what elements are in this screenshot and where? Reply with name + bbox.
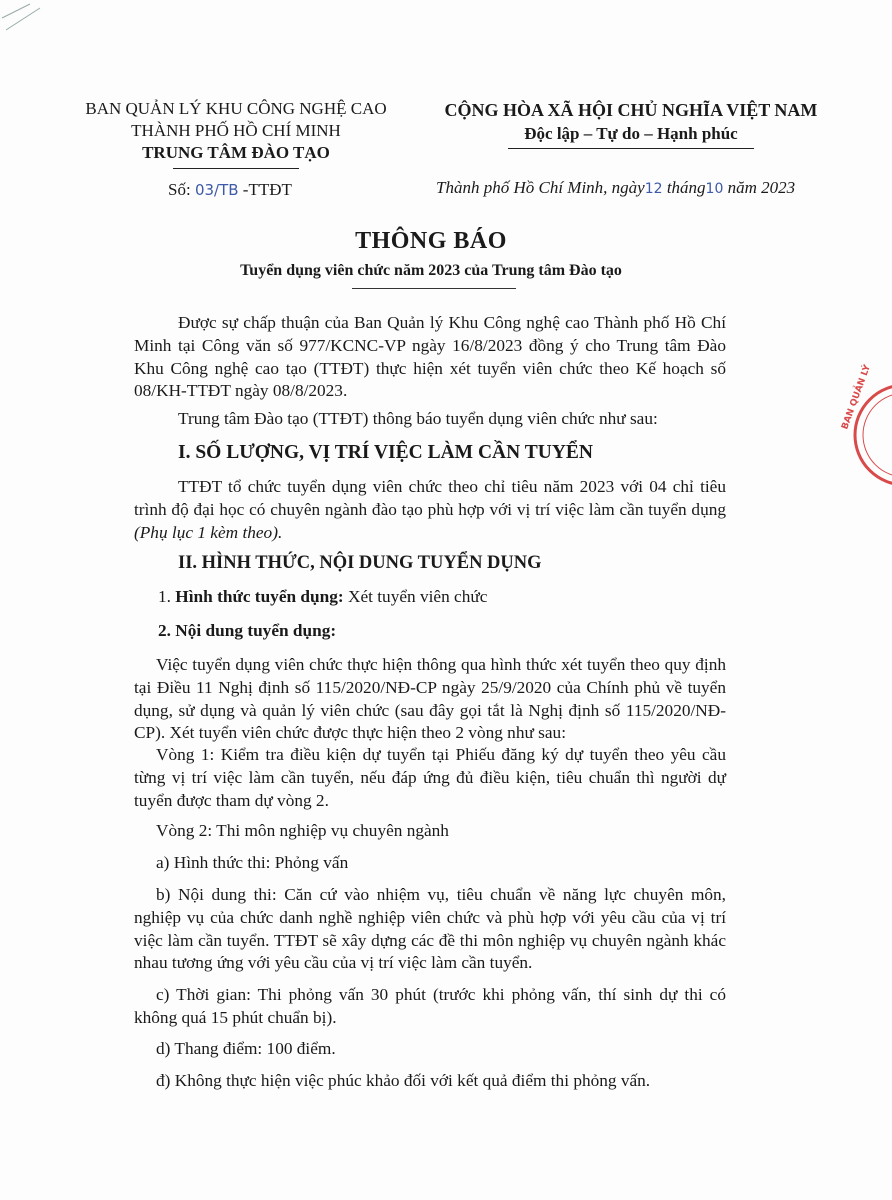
org-line-3: TRUNG TÂM ĐÀO TẠO <box>142 143 330 162</box>
number-prefix: Số: <box>168 180 191 199</box>
republic-name: CỘNG HÒA XÃ HỘI CHỦ NGHĨA VIỆT NAM <box>444 100 818 120</box>
item-1-number: 1. <box>158 587 171 606</box>
item-1-value: Xét tuyển viên chức <box>347 587 488 606</box>
no-review-note: đ) Không thực hiện việc phúc khảo đối với kết quả điểm thi phỏng vấn. <box>156 1071 651 1090</box>
red-stamp-fragment <box>832 363 892 490</box>
round-1-paragraph: Vòng 1: Kiểm tra điều kiện dự tuyển tại Phiếu đăng ký dự tuyển theo yêu cầu từng vị trí việc làm cần tuyển, nếu đáp ứng đủ điều kiện, tiêu chuẩn thì người dự tuyển được tham dự vòng 2. <box>134 745 726 810</box>
exam-content: b) Nội dung thi: Căn cứ vào nhiệm vụ, tiêu chuẩn về năng lực chuyên môn, nghiệp vụ của chức danh nghề nghiệp viên chức và phù hợp với yêu cầu của vị trí việc làm cần tuyển. TTĐT sẽ xây dựng các đề thi môn nghiệp vụ chuyên ngành khác nhau tương ứng với yêu cầu của vị trí việc làm cần tuyển. <box>134 885 726 973</box>
date-place: Thành phố Hồ Chí Minh, ngày <box>436 178 645 197</box>
document-title: THÔNG BÁO <box>355 228 507 254</box>
round-2-paragraph: Vòng 2: Thi môn nghiệp vụ chuyên ngành <box>156 821 449 840</box>
exam-form: a) Hình thức thi: Phỏng vấn <box>156 853 349 872</box>
section-2-heading: II. HÌNH THỨC, NỘI DUNG TUYỂN DỤNG <box>178 553 542 573</box>
section-1-body: TTĐT tổ chức tuyển dụng viên chức theo chỉ tiêu năm 2023 với 04 chỉ tiêu trình độ đại học có chuyên ngành đào tạo phù hợp với vị trí việc làm cần tuyển dụng <box>134 477 726 519</box>
scan-corner-mark <box>0 0 60 60</box>
item-1-label: Hình thức tuyển dụng: <box>175 587 344 606</box>
handwritten-day: 12 <box>644 181 663 197</box>
date-month-label: tháng <box>666 178 706 197</box>
org-line-1: BAN QUẢN LÝ KHU CÔNG NGHỆ CAO <box>85 99 387 118</box>
section-1-text <box>134 476 726 544</box>
motto-underline <box>508 148 754 149</box>
score-scale: d) Thang điểm: 100 điểm. <box>156 1039 336 1058</box>
item-1 <box>158 586 487 609</box>
document-date <box>436 178 795 198</box>
national-header <box>428 98 834 149</box>
handwritten-number: 03/TB <box>194 181 239 199</box>
national-motto: Độc lập – Tự do – Hạnh phúc <box>524 124 738 143</box>
issuing-organization <box>62 98 410 169</box>
intro-paragraph: Được sự chấp thuận của Ban Quản lý Khu Công nghệ cao Thành phố Hồ Chí Minh tại Công văn số 977/KCNC-VP ngày 16/8/2023 đồng ý cho Trung tâm Đào Khu Công nghệ cao tạo (TTĐT) thực hiện xét tuyển viên chức theo Kế hoạch số 08/KH-TTĐT ngày 08/8/2023. <box>134 313 726 401</box>
item-2-heading: 2. Nội dung tuyển dụng: <box>158 621 337 640</box>
handwritten-month: 10 <box>705 181 724 197</box>
stamp-text: BAN QUẢN LÝ <box>840 363 873 431</box>
intro-announcement: Trung tâm Đào tạo (TTĐT) thông báo tuyển dụng viên chức như sau: <box>178 409 658 428</box>
date-year: năm 2023 <box>727 178 796 197</box>
selection-method-paragraph: Việc tuyển dụng viên chức thực hiện thông qua hình thức xét tuyển theo quy định tại Điều 11 Nghị định số 115/2020/NĐ-CP ngày 25/9/2020 của Chính phủ về tuyển dụng, sử dụng và quản lý viên chức (sau đây gọi tắt là Nghị định số 115/2020/NĐ-CP). Xét tuyển viên chức được thực hiện theo 2 vòng như sau: <box>134 655 726 743</box>
org-line-2: THÀNH PHỐ HỒ CHÍ MINH <box>131 121 341 140</box>
subtitle-underline <box>352 288 516 289</box>
document-number <box>168 180 292 200</box>
section-1-heading: I. SỐ LƯỢNG, VỊ TRÍ VIỆC LÀM CẦN TUYỂN <box>178 442 593 463</box>
document-subtitle: Tuyển dụng viên chức năm 2023 của Trung tâm Đào tạo <box>240 262 622 279</box>
exam-duration: c) Thời gian: Thi phỏng vấn 30 phút (trước khi phỏng vấn, thí sinh dự thi có không quá 15 phút chuẩn bị). <box>134 985 726 1027</box>
number-suffix: -TTĐT <box>242 180 292 199</box>
org-underline <box>173 168 299 169</box>
appendix-reference: (Phụ lục 1 kèm theo). <box>134 522 283 542</box>
